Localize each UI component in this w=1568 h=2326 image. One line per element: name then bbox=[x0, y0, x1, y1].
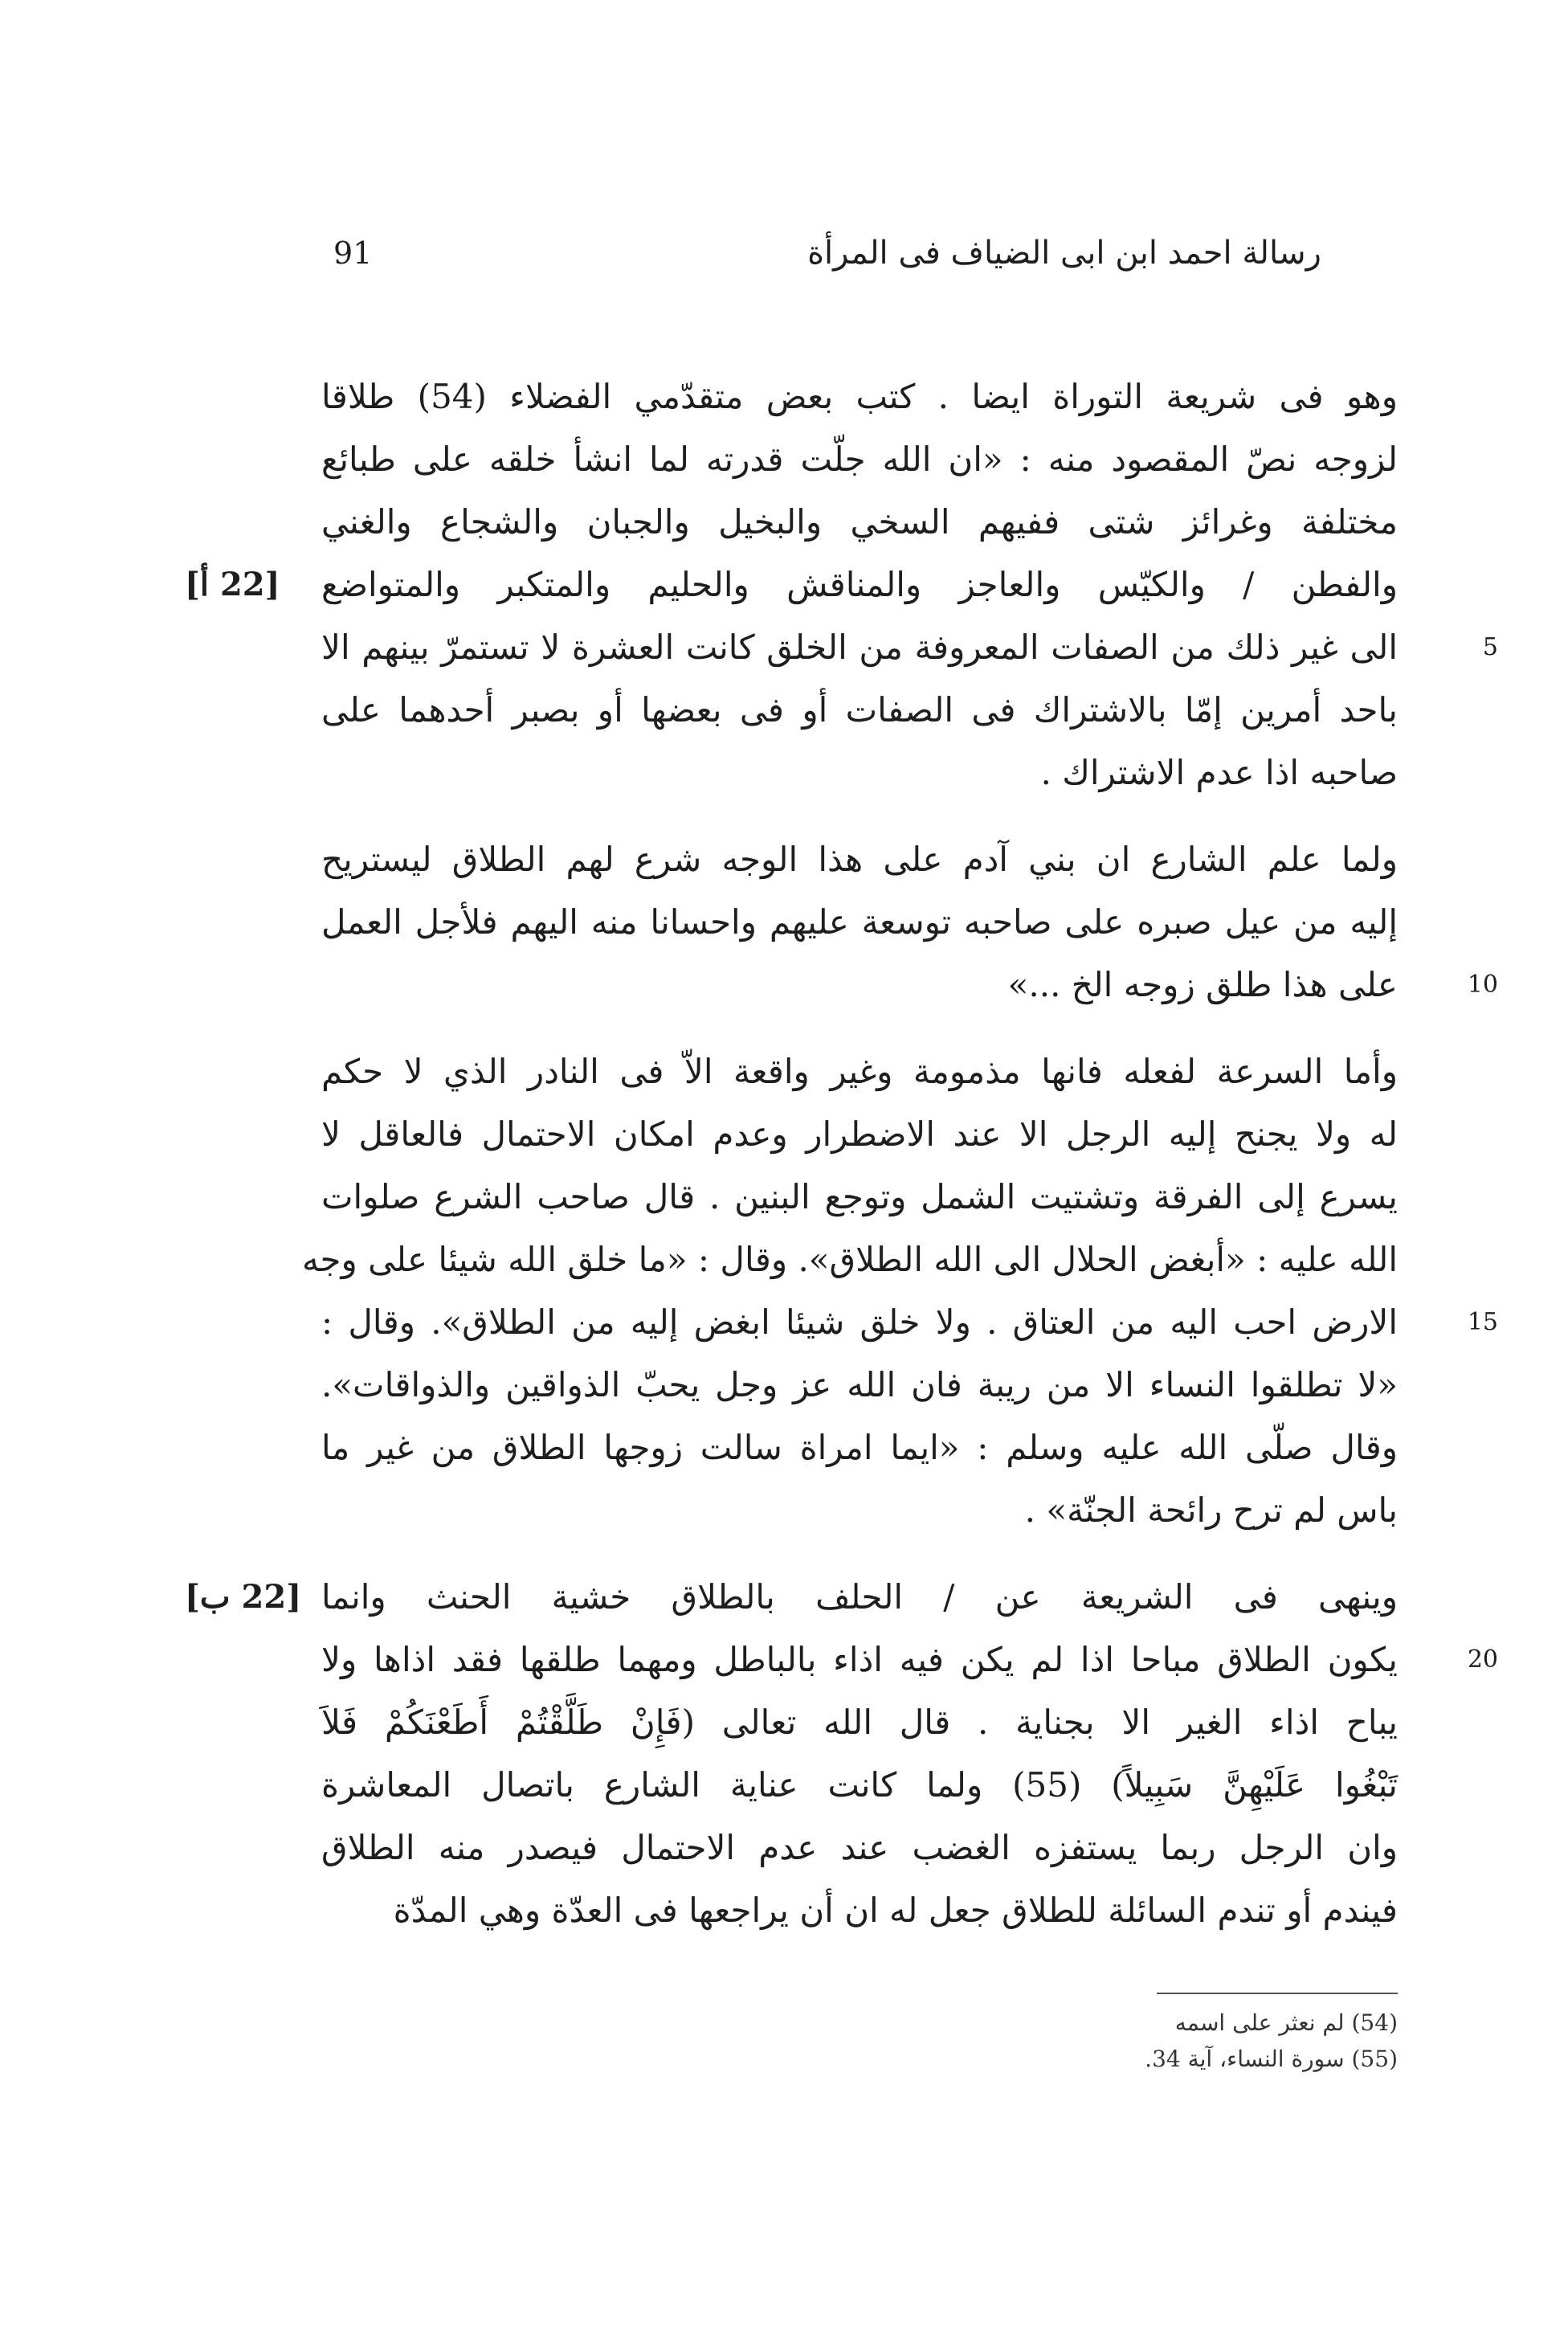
text-line bbox=[321, 616, 1498, 679]
text-line bbox=[321, 1291, 1498, 1354]
line-text: الى غير ذلك من الصفات المعروفة من الخلق كانت العشرة لا تستمرّ بينهم الا bbox=[321, 627, 1398, 667]
line-text: يسرع إلى الفرقة وتشتيت الشمل وتوجع البنين . قال صاحب الشرع صلوات bbox=[321, 1177, 1398, 1216]
text-line bbox=[185, 554, 1398, 616]
text-line bbox=[321, 679, 1398, 742]
page-number: 91 bbox=[333, 235, 373, 271]
line-text: الله عليه : «أبغض الحلال الى الله الطلاق». وقال : «ما خلق الله شيئا على وجه bbox=[301, 1240, 1398, 1279]
text-line bbox=[321, 1416, 1398, 1479]
running-head bbox=[333, 229, 1321, 277]
text-line bbox=[321, 742, 1398, 804]
text-line bbox=[321, 1754, 1398, 1817]
line-text: يكون الطلاق مباحا اذا لم يكن فيه اذاء بالباطل ومهما طلقها فقد اذاها ولا bbox=[321, 1640, 1398, 1679]
line-number: 20 bbox=[1467, 1645, 1498, 1674]
text-line bbox=[321, 428, 1398, 491]
line-text: وان الرجل ربما يستفزه الغضب عند عدم الاحتمال فيصدر منه الطلاق bbox=[321, 1828, 1398, 1867]
footnote: (54) لم نعثر على اسمه bbox=[1174, 2009, 1398, 2036]
text-line bbox=[321, 1817, 1398, 1879]
text-line bbox=[321, 491, 1398, 554]
text-line bbox=[321, 1479, 1398, 1542]
line-text: على هذا طلق زوجه الخ ...» bbox=[1007, 965, 1398, 1004]
line-text: وقال صلّى الله عليه وسلم : «ايما امراة سالت زوجها الطلاق من غير ما bbox=[321, 1428, 1398, 1467]
text-line bbox=[321, 1879, 1398, 1942]
footnote-divider bbox=[1157, 1993, 1398, 1994]
line-text: والفطن / والكيّس والعاجز والمناقش والحليم والمتكبر والمتواضع bbox=[321, 565, 1398, 604]
text-line bbox=[321, 1354, 1398, 1416]
text-line bbox=[321, 954, 1498, 1016]
paragraph-gap bbox=[321, 804, 1398, 828]
paragraph bbox=[321, 828, 1498, 1016]
line-text: لزوجه نصّ المقصود منه : «ان الله جلّت قدرته لما انشأ خلقه على طبائع bbox=[321, 439, 1398, 479]
paragraph bbox=[185, 366, 1498, 804]
line-text: فيندم أو تندم السائلة للطلاق جعل له ان أن يراجعها فى العدّة وهي المدّة bbox=[393, 1891, 1398, 1930]
line-text: وينهى فى الشريعة عن / الحلف بالطلاق خشية الحنث وانما bbox=[321, 1577, 1398, 1617]
line-text: باس لم ترح رائحة الجنّة» . bbox=[1024, 1490, 1398, 1530]
text-line bbox=[185, 1566, 1398, 1629]
folio-marker: [22 ب] bbox=[185, 1578, 302, 1616]
line-text: باحد أمرين إمّا بالاشتراك فى الصفات أو فى بعضها أو بصبر أحدهما على bbox=[321, 690, 1398, 730]
line-text: تَبْغُوا عَلَيْهِنَّ سَبِيلاً) (55) ولما كانت عناية الشارع باتصال المعاشرة bbox=[321, 1765, 1398, 1805]
paragraph-gap bbox=[321, 1016, 1398, 1040]
line-text: وهو فى شريعة التوراة ايضا . كتب بعض متقدّمي الفضلاء (54) طلاقا bbox=[321, 377, 1398, 416]
folio-marker: [22 أ] bbox=[185, 566, 280, 603]
line-text: صاحبه اذا عدم الاشتراك . bbox=[1040, 753, 1398, 792]
text-line bbox=[321, 828, 1398, 891]
line-text: ولما علم الشارع ان بني آدم على هذا الوجه شرع لهم الطلاق ليستريح bbox=[321, 840, 1398, 879]
text-line bbox=[301, 1228, 1398, 1291]
text-line bbox=[321, 1166, 1398, 1228]
line-text: «لا تطلقوا النساء الا من ريبة فان الله عز وجل يحبّ الذواقين والذواقات». bbox=[321, 1365, 1398, 1404]
line-text: مختلفة وغرائز شتى ففيهم السخي والبخيل والجبان والشجاع والغني bbox=[321, 502, 1398, 542]
footnote: (55) سورة النساء، آية 34. bbox=[1145, 2046, 1398, 2072]
line-text: إليه من عيل صبره على صاحبه توسعة عليهم واحسانا منه اليهم فلأجل العمل bbox=[321, 902, 1398, 942]
text-line bbox=[321, 1629, 1498, 1691]
text-line bbox=[321, 1691, 1398, 1754]
line-text: الارض احب اليه من العتاق . ولا خلق شيئا ابغض إليه من الطلاق». وقال : bbox=[321, 1302, 1398, 1342]
paragraph bbox=[301, 1040, 1498, 1542]
line-number: 10 bbox=[1467, 971, 1498, 999]
line-text: له ولا يجنح إليه الرجل الا عند الاضطرار وعدم امكان الاحتمال فالعاقل لا bbox=[321, 1114, 1398, 1154]
line-number: 5 bbox=[1482, 633, 1498, 661]
paragraph bbox=[185, 1566, 1498, 1942]
text-line bbox=[321, 891, 1398, 954]
text-line bbox=[321, 1040, 1398, 1103]
text-line bbox=[321, 366, 1398, 428]
footnotes bbox=[884, 2005, 1398, 2077]
line-text: وأما السرعة لفعله فانها مذمومة وغير واقعة الاّ فى النادر الذي لا حكم bbox=[321, 1052, 1398, 1091]
line-text: يباح اذاء الغير الا بجناية . قال الله تعالى (فَإِنْ طَلَّقْتُمْ أَطَعْنَكُمْ فَلاَ bbox=[321, 1703, 1398, 1742]
text-line bbox=[321, 1103, 1398, 1166]
header-title: رسالة احمد ابن ابى الضياف فى المرأة bbox=[807, 235, 1321, 272]
line-number: 15 bbox=[1467, 1308, 1498, 1336]
paragraph-gap bbox=[321, 1542, 1398, 1566]
